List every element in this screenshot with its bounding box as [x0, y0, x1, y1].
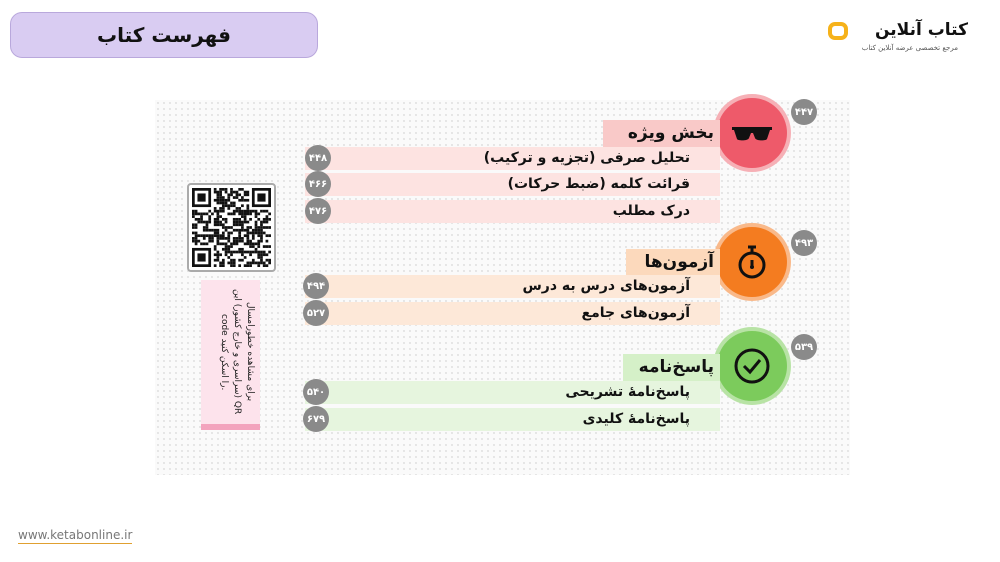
section-title[interactable]: پاسخ‌نامه	[623, 354, 720, 381]
toc-item-label: پاسخ‌نامهٔ تشریحی	[565, 384, 690, 400]
item-page-badge: ۴۶۶	[305, 171, 331, 197]
section-page-badge: ۴۴۷	[791, 99, 817, 125]
item-page-badge: ۴۷۶	[305, 198, 331, 224]
page-title: فهرست کتاب	[10, 12, 318, 58]
toc-item[interactable]	[305, 147, 720, 170]
toc-item-label: قرائت کلمه (ضبط حرکات)	[507, 176, 690, 192]
toc-item-label: آزمون‌های درس به درس	[522, 278, 690, 294]
section-title[interactable]: آزمون‌ها	[626, 249, 720, 276]
item-page-badge: ۴۹۴	[303, 273, 329, 299]
stopwatch-icon	[735, 244, 769, 280]
item-page-badge: ۴۴۸	[305, 145, 331, 171]
toc-item-label: درک مطلب	[612, 203, 690, 219]
toc-item-label: آزمون‌های جامع	[581, 305, 690, 321]
logo-tagline: مرجع تخصصی عرضه آنلاین کتاب	[861, 44, 958, 52]
toc-item[interactable]	[305, 275, 720, 298]
logo-name: کتاب آنلاین	[874, 20, 968, 40]
item-page-badge: ۵۴۰	[303, 379, 329, 405]
qr-code-image	[192, 188, 271, 267]
section-icon-tests	[717, 227, 787, 297]
section-page-badge: ۵۳۹	[791, 334, 817, 360]
item-page-badge: ۵۲۷	[303, 300, 329, 326]
toc-item-label: پاسخ‌نامهٔ کلیدی	[582, 411, 690, 427]
section-title[interactable]: بخش ویژه	[603, 120, 720, 147]
toc-item[interactable]	[305, 173, 720, 196]
section-icon-answers	[717, 331, 787, 401]
logo-icon	[828, 22, 848, 40]
qr-code[interactable]	[187, 183, 276, 272]
section-page-badge: ۴۹۳	[791, 230, 817, 256]
logo	[826, 20, 976, 60]
website-link[interactable]: www.ketabonline.ir	[18, 528, 133, 542]
check-circle-icon	[733, 347, 771, 385]
toc-item[interactable]	[305, 381, 720, 404]
section-icon-special	[717, 98, 787, 168]
toc-item[interactable]	[305, 408, 720, 431]
qr-caption: برای مشاهده خطورامسال (سراسری و خارج کشور) این QR code را اسکن کنید.	[201, 280, 260, 430]
sunglasses-icon	[731, 123, 773, 143]
toc-item-label: تحلیل صرفی (تجزیه و ترکیب)	[483, 150, 690, 166]
item-page-badge: ۶۷۹	[303, 406, 329, 432]
toc-item[interactable]	[305, 200, 720, 223]
toc-item[interactable]	[305, 302, 720, 325]
